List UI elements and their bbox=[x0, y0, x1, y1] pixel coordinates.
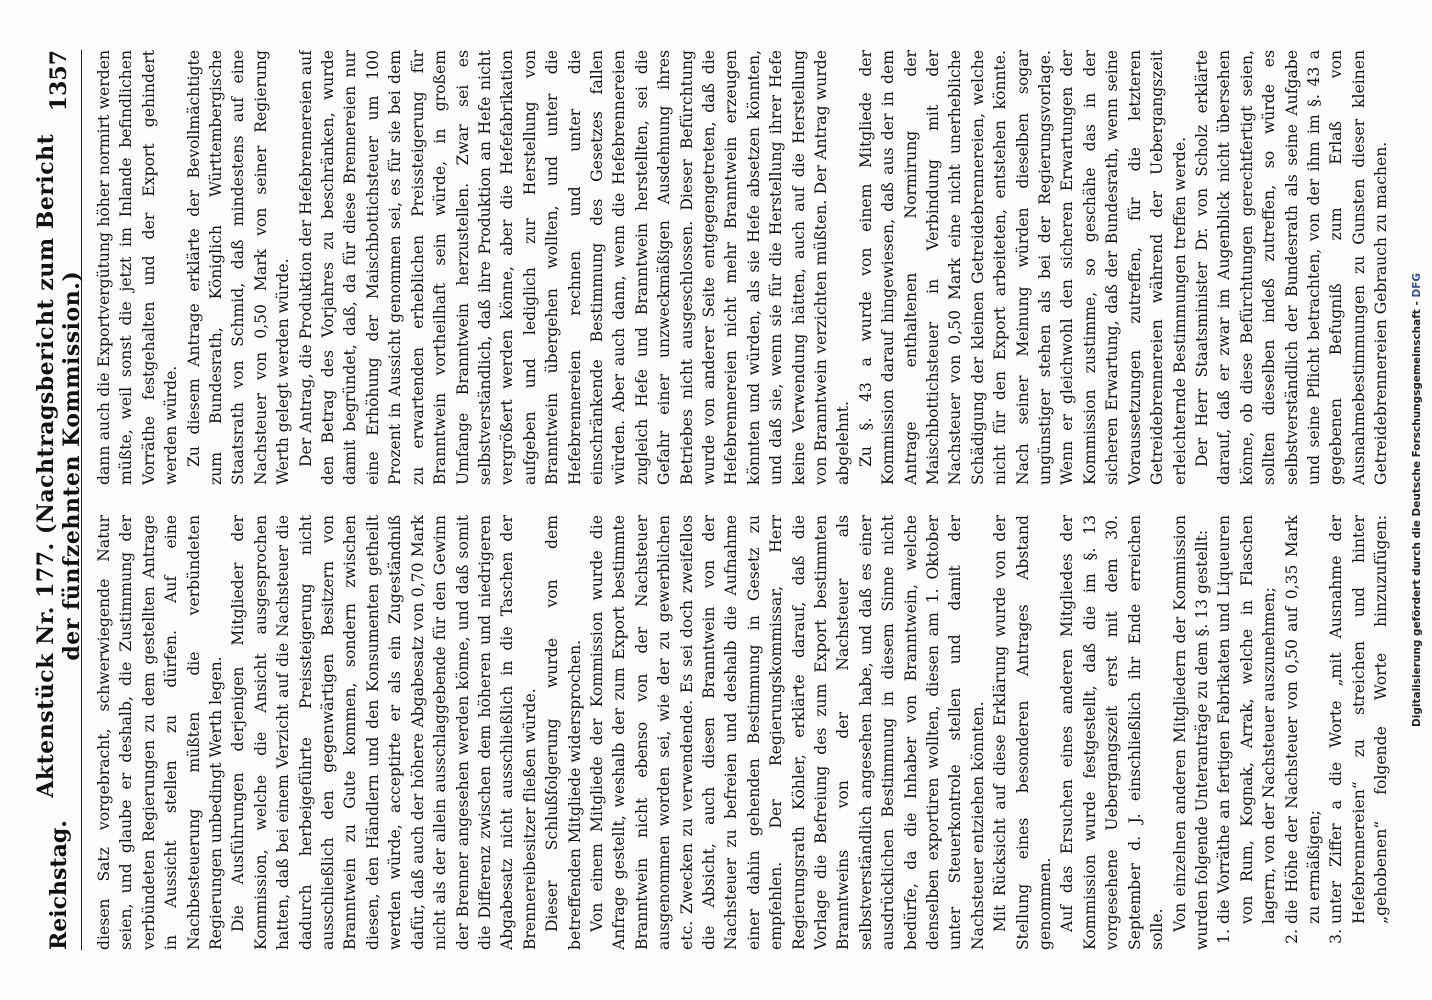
column-right bbox=[93, 50, 1391, 485]
header-title: Aktenstück Nr. 177. (Nachtragsbericht zum Bericht der fünfzehnten Kommission.) bbox=[33, 133, 85, 798]
list-item: 3. unter Ziffer a die Worte „mit Ausnahme der Hefebrennereien“ zu streichen und hinter „gehobenen“ folgende Worte hinzuzufügen: bbox=[1325, 515, 1391, 924]
dfg-logo: DFG bbox=[1411, 273, 1423, 298]
paragraph: Von einzelnen anderen Mitgliedern der Kommission wurden folgende Unteranträge zu dem §. 13 gestellt: bbox=[1170, 515, 1211, 950]
paragraph: Die Ausführungen derjenigen Mitglieder der Kommission, welche die Ansicht ausgesprochen hatten, daß bei einem Verzicht auf die Nachsteuer die dadurch herbeigeführte Preissteigerung nicht ausschließlich den gegenwärtigen Besitzern von Branntwein zu Gute kommen, sondern zwischen diesen, den Händlern und den Konsumenten getheilt werden würde, acceptirte er als ein Zugeständniß dafür, daß auch der höhere Abgabesatz von 0,70 Mark nicht als der allein ausschlaggebende für den Gewinn der Brenner angesehen werden könne, und daß somit die Differenz zwischen dem höheren und niedrigeren Abgabesatz nicht ausschließlich in die Taschen der Brennereibesitzer fließen würde. bbox=[229, 515, 539, 950]
digitization-notice bbox=[1404, 0, 1430, 1000]
paragraph: diesen Satz vorgebracht, schwerwiegende Natur seien, und glaube er deshalb, die Zustimmung der verbündeten Regierungen zu dem gestellten Antrage in Aussicht stellen zu dürfen. Auf eine Nachbesteuerung müßten die verbündeten Regierungen unbedingt Werth legen. bbox=[95, 515, 226, 950]
paragraph: Der Herr Staatsminister Dr. von Scholz erklärte darauf, daß er zwar im Augenblick nicht übersehen könne, ob diese Befürchtungen gerechtfertigt seien, sollten dieselben indeß zutreffen, so würde es selbstverständlich der Bundesrath als seine Aufgabe und seine Pflicht betrachten, von der ihm im §. 43 a gegebenen Befugniß zum Erlaß von Ausnahmebestimmungen zu Gunsten dieser kleinen Getreidebrennereien Gebrauch zu machen. bbox=[1192, 50, 1391, 485]
paragraph: Zu diesem Antrage erklärte der Bevollmächtigte zum Bundesrath, Königlich Württembergische Staatsrath von Schmid, daß mindestens auf eine Nachsteuer von 0,50 Mark von seiner Regierung Werth gelegt werden würde. bbox=[184, 50, 293, 485]
rotated-page-content bbox=[31, 20, 1401, 980]
header-left: Reichstag. bbox=[46, 820, 72, 950]
page-number: 1357 bbox=[46, 50, 72, 112]
paragraph: Zu §. 43 a wurde von einem Mitgliede der Kommission darauf hingewiesen, daß aus der in dem Antrage enthaltenen Normirung der Maischbottichsteuer in Verbindung mit der Nachsteuer von 0,50 Mark eine nicht unerhebliche Schädigung der kleinen Getreidebrennereien, welche nicht für den Export arbeiteten, entstehen könnte. Nach seiner Meinung würden dieselben sogar ungünstiger stehen als bei der Regierungsvorlage. Wenn er gleichwohl den sicheren Erwartungen der Kommission zustimme, so geschähe das in der sicheren Erwartung, daß der Bundesrath, wenn seine Voraussetzungen zutreffen, für die letzteren Getreidebrennereien während der Uebergangszeit erleichternde Bestimmungen treffen werde. bbox=[856, 50, 1189, 485]
paragraph: Auf das Ersuchen eines anderen Mitgliedes der Kommission wurde festgestellt, daß die im §. 13 vorgesehene Uebergangszeit erst mit dem 30. September d. J. einschließlich ihr Ende erreichen solle. bbox=[1058, 515, 1167, 950]
digitization-notice-text: Digitalisierung gefördert durch die Deutsche Forschungsgemeinschaft - bbox=[1411, 301, 1423, 727]
list-item: 1. die Vorräthe an fertigen Fabrikaten und Liqueuren von Rum, Kognak, Arrak, welche in Flaschen lagern, von der Nachsteuer auszunehmen; bbox=[1213, 515, 1280, 924]
paragraph: Der Antrag, die Produktion der Hefebrennereien auf den Betrag des Vorjahres zu beschränken, wurde damit begründet, daß, da für diese Brennereien nur eine Erhöhung der Maischbottichsteuer um 100 Prozent in Aussicht genommen sei, es für sie bei dem zu erwartenden erheblichen Preissteigerung für Branntwein vortheilhaft sein würde, in großem Umfange Branntwein herzustellen. Zwar sei es selbstverständlich, daß ihre Produktion an Hefe nicht vergrößert werden könne, aber die Hefefabrikation aufgeben und lediglich zur Herstellung von Branntwein übergehen wollten, und unter die Hefebrennereien rechnen und unter die einschränkende Bestimmung des Gesetzes fallen würden. Aber auch dann, wenn die Hefebrennereien zugleich Hefe und Branntwein herstellten, sei die Gefahr einer unzweckmäßigen Ausdehnung ihres Betriebes nicht ausgeschlossen. Dieser Befürchtung wurde von anderer Seite entgegengetreten, daß die Hefebrennereien nicht mehr Branntwein erzeugen könnten und würden, als sie Hefe absetzen könnten, und daß sie, wenn sie für die Herstellung ihrer Hefe keine Verwendung hätten, auch auf die Herstellung von Branntwein verzichten müßten. Der Antrag wurde abgelehnt. bbox=[296, 50, 853, 485]
paragraph: Mit Rücksicht auf diese Erklärung wurde von der Stellung eines besonderen Antrages Abstand genommen. bbox=[991, 515, 1055, 950]
text-columns bbox=[93, 50, 1391, 950]
column-left bbox=[93, 515, 1391, 950]
list-item: 2. die Höhe der Nachsteuer von 0,50 auf 0,35 Mark zu ermäßigen; bbox=[1281, 515, 1326, 924]
paragraph: Dieser Schlußfolgerung wurde von dem betreffenden Mitgliede widersprochen. bbox=[543, 515, 584, 950]
paragraph: dann auch die Exportvergütung höher normirt werden müßte, weil sonst die jetzt im Inlande befindlichen Vorräthe festgehalten und der Export gehindert werden würde. bbox=[95, 50, 181, 485]
amendment-list bbox=[1213, 515, 1391, 950]
paragraph: Von einem Mitgliede der Kommission wurde die Anfrage gestellt, weshalb der zum Export bestimmte Branntwein nicht ebenso von der Nachsteuer ausgenommen worden sei, wie der zu gewerblichen etc. Zwecken zu verwendende. Es sei doch zweifellos die Absicht, auch diesen Branntwein von der Nachsteuer zu befreien und deshalb die Aufnahme einer dahin gehenden Bestimmung in Gesetz zu empfehlen. Der Regierungskommissar, Herr Regierungsrath Köhler, erklärte darauf, daß die Vorlage die Befreiung des zum Export bestimmten Branntweins von der Nachsteuer als selbstverständlich angesehen habe, und daß es einer ausdrücklichen Bestimmung in diesem Sinne nicht bedürfe, da die Inhaber von Branntwein, welche denselben exportiren wollten, diesen am 1. Oktober unter Steuerkontrole stellen und damit der Nachsteuer entziehen könnten. bbox=[587, 515, 987, 950]
running-header bbox=[33, 50, 85, 950]
